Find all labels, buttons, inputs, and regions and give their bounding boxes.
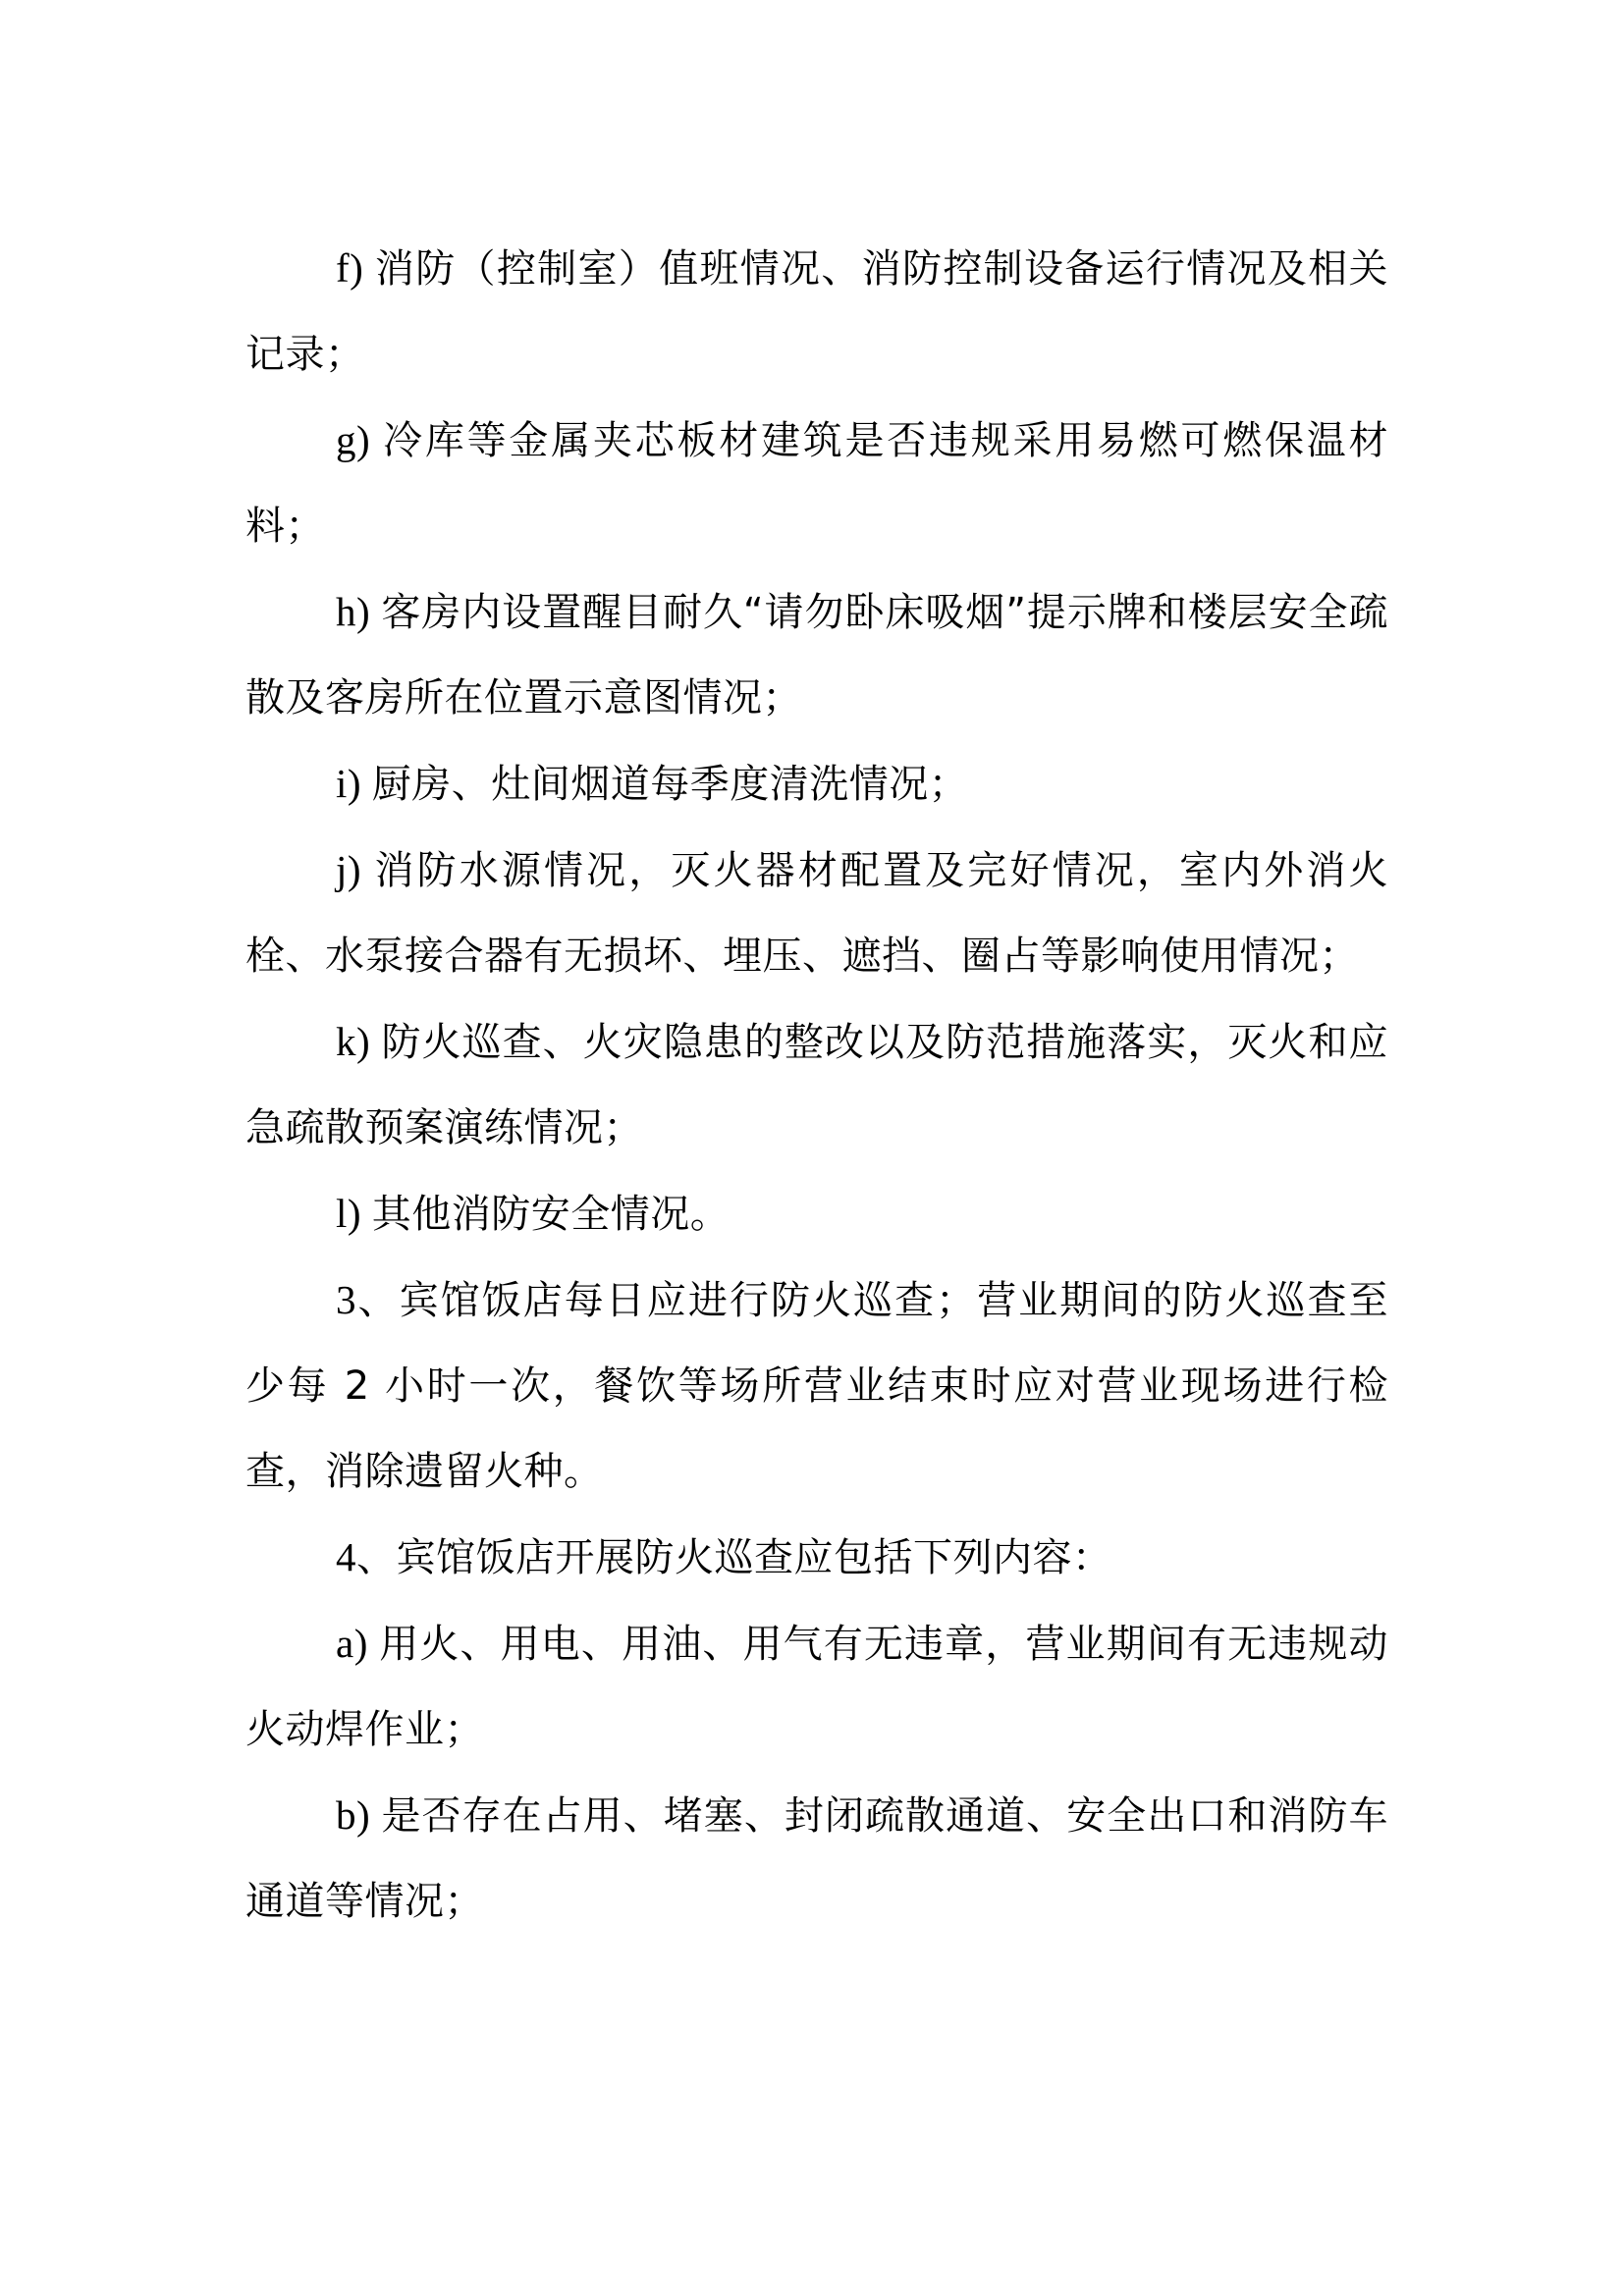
paragraph-i [245, 741, 1388, 828]
paragraph-3 [245, 1257, 1388, 1515]
item-label: f) [336, 245, 375, 291]
paragraph-text: 、宾馆饭店每日应进行防火巡查；营业期间的防火巡查至少每 2 小时一次，餐饮等场所营业结束时应对营业现场进行检查，消除遗留火种。 [245, 1278, 1388, 1494]
paragraph-h [245, 569, 1388, 741]
paragraph-text: 消防（控制室）值班情况、消防控制设备运行情况及相关记录； [245, 246, 1388, 377]
paragraph-b [245, 1773, 1388, 1945]
item-label: i) [336, 761, 372, 806]
item-label: b) [336, 1792, 382, 1838]
paragraph-text: 冷库等金属夹芯板材建筑是否违规采用易燃可燃保温材料； [245, 418, 1389, 549]
paragraph-text: 厨房、灶间烟道每季度清洗情况； [371, 762, 969, 807]
paragraph-text: 其他消防安全情况。 [371, 1192, 731, 1237]
paragraph-k [245, 999, 1388, 1171]
paragraph-text: 防火巡查、火灾隐患的整改以及防范措施落实，灭火和应急疏散预案演练情况； [245, 1020, 1389, 1150]
document-body [245, 226, 1388, 1945]
paragraph-text: 、宾馆饭店开展防火巡查应包括下列内容： [356, 1535, 1112, 1580]
paragraph-text: 消防水源情况，灭火器材配置及完好情况，室内外消火栓、水泵接合器有无损坏、埋压、遮挡、圈占等影响使用情况； [245, 848, 1389, 979]
paragraph-text: 是否存在占用、堵塞、封闭疏散通道、安全出口和消防车通道等情况； [245, 1793, 1389, 1924]
item-label: j) [336, 847, 375, 892]
item-label: 3 [336, 1277, 356, 1322]
item-label: h) [336, 589, 382, 634]
item-label: k) [336, 1019, 382, 1064]
item-label: g) [336, 417, 384, 462]
item-label: l) [336, 1191, 372, 1236]
paragraph-a [245, 1601, 1388, 1773]
paragraph-text: 客房内设置醒目耐久“请勿卧床吸烟”提示牌和楼层安全疏散及客房所在位置示意图情况； [245, 590, 1388, 721]
paragraph-g [245, 398, 1388, 569]
item-label: 4 [336, 1534, 356, 1579]
paragraph-l [245, 1171, 1388, 1257]
paragraph-4 [245, 1515, 1388, 1601]
paragraph-text: 用火、用电、用油、用气有无违章，营业期间有无违规动火动焊作业； [245, 1622, 1389, 1752]
paragraph-f [245, 226, 1388, 398]
item-label: a) [336, 1621, 380, 1666]
paragraph-j [245, 828, 1388, 999]
